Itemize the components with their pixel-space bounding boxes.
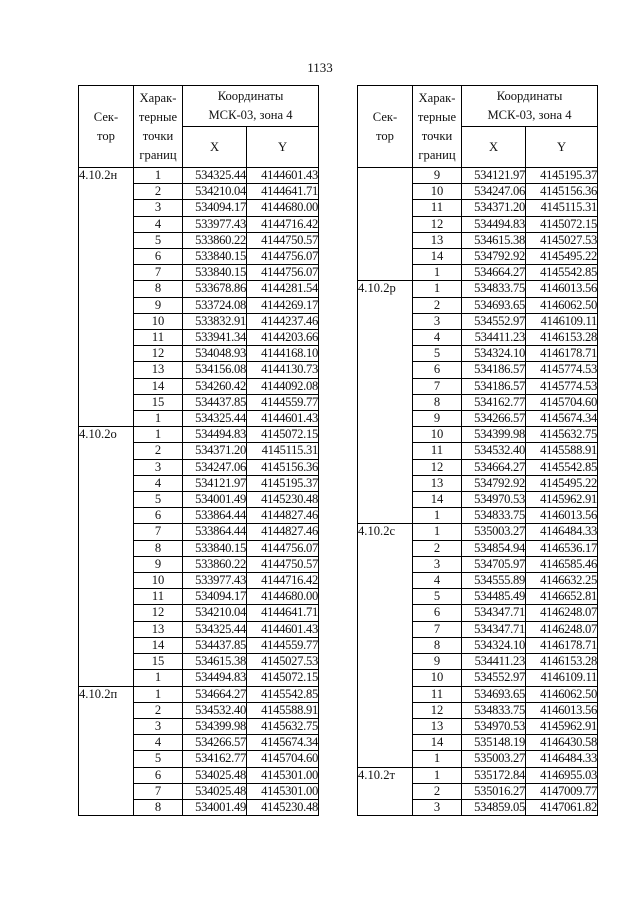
- y-cell: 4145542.85: [247, 686, 319, 702]
- y-cell: 4145674.34: [247, 735, 319, 751]
- x-cell: 534001.49: [183, 492, 247, 508]
- point-cell: 1: [134, 168, 183, 184]
- point-cell: 13: [413, 718, 462, 734]
- y-cell: 4146013.56: [526, 281, 598, 297]
- x-cell: 534399.98: [183, 718, 247, 734]
- y-cell: 4145588.91: [247, 702, 319, 718]
- point-cell: 8: [134, 540, 183, 556]
- point-cell: 3: [134, 718, 183, 734]
- x-cell: 534399.98: [462, 427, 526, 443]
- point-cell: 6: [413, 362, 462, 378]
- y-cell: 4145962.91: [526, 718, 598, 734]
- y-cell: 4145027.53: [526, 232, 598, 248]
- point-cell: 11: [413, 686, 462, 702]
- x-cell: 534325.44: [183, 411, 247, 427]
- y-cell: 4144269.17: [247, 297, 319, 313]
- point-cell: 7: [134, 524, 183, 540]
- point-cell: 12: [413, 216, 462, 232]
- point-cell: 6: [413, 605, 462, 621]
- point-cell: 9: [134, 297, 183, 313]
- x-cell: 534494.83: [183, 670, 247, 686]
- table-body-left: [79, 168, 319, 816]
- y-cell: 4144680.00: [247, 200, 319, 216]
- x-cell: 534371.20: [183, 443, 247, 459]
- point-cell: 10: [413, 670, 462, 686]
- y-cell: 4146652.81: [526, 589, 598, 605]
- y-cell: 4145301.00: [247, 783, 319, 799]
- x-cell: 534325.44: [183, 621, 247, 637]
- point-cell: 8: [413, 394, 462, 410]
- y-cell: 4144203.66: [247, 330, 319, 346]
- sector-cell: [358, 168, 413, 281]
- x-cell: 534437.85: [183, 394, 247, 410]
- point-cell: 4: [413, 573, 462, 589]
- x-cell: 534792.92: [462, 475, 526, 491]
- point-cell: 15: [134, 394, 183, 410]
- y-cell: 4145674.34: [526, 411, 598, 427]
- y-cell: 4144281.54: [247, 281, 319, 297]
- x-cell: 534347.71: [462, 621, 526, 637]
- coordinates-table-left: [78, 85, 319, 816]
- header-points: Харак- терные точки границ: [413, 86, 462, 168]
- x-cell: 534025.48: [183, 783, 247, 799]
- point-cell: 11: [134, 330, 183, 346]
- point-cell: 14: [413, 492, 462, 508]
- point-cell: 12: [134, 605, 183, 621]
- x-cell: 533860.22: [183, 556, 247, 572]
- y-cell: 4144756.07: [247, 249, 319, 265]
- y-cell: 4145774.53: [526, 378, 598, 394]
- point-cell: 8: [134, 281, 183, 297]
- x-cell: 534833.75: [462, 702, 526, 718]
- y-cell: 4144237.46: [247, 313, 319, 329]
- point-cell: 10: [413, 427, 462, 443]
- y-cell: 4146585.46: [526, 556, 598, 572]
- y-cell: 4145072.15: [526, 216, 598, 232]
- y-cell: 4145542.85: [526, 265, 598, 281]
- x-cell: 534664.27: [462, 459, 526, 475]
- point-cell: 1: [413, 524, 462, 540]
- point-cell: 12: [134, 346, 183, 362]
- y-cell: 4144601.43: [247, 168, 319, 184]
- point-cell: 12: [413, 459, 462, 475]
- y-cell: 4146153.28: [526, 654, 598, 670]
- x-cell: 534833.75: [462, 508, 526, 524]
- x-cell: 534247.06: [183, 459, 247, 475]
- point-cell: 9: [413, 654, 462, 670]
- point-cell: 13: [413, 232, 462, 248]
- coordinates-table-right: [357, 85, 598, 816]
- x-cell: 534693.65: [462, 686, 526, 702]
- y-cell: 4146484.33: [526, 751, 598, 767]
- y-cell: 4145774.53: [526, 362, 598, 378]
- y-cell: 4145962.91: [526, 492, 598, 508]
- x-cell: 534186.57: [462, 378, 526, 394]
- y-cell: 4145230.48: [247, 799, 319, 815]
- y-cell: 4145632.75: [526, 427, 598, 443]
- y-cell: 4144641.71: [247, 184, 319, 200]
- point-cell: 10: [413, 184, 462, 200]
- x-cell: 534210.04: [183, 605, 247, 621]
- table-row: [79, 168, 319, 184]
- point-cell: 13: [134, 621, 183, 637]
- x-cell: 534094.17: [183, 589, 247, 605]
- y-cell: 4144716.42: [247, 216, 319, 232]
- y-cell: 4144756.07: [247, 540, 319, 556]
- x-cell: 534792.92: [462, 249, 526, 265]
- point-cell: 11: [413, 200, 462, 216]
- x-cell: 534859.05: [462, 799, 526, 815]
- y-cell: 4145072.15: [247, 670, 319, 686]
- x-cell: 534485.49: [462, 589, 526, 605]
- x-cell: 535172.84: [462, 767, 526, 783]
- point-cell: 14: [134, 637, 183, 653]
- header-x: X: [462, 127, 526, 168]
- x-cell: 534001.49: [183, 799, 247, 815]
- point-cell: 5: [413, 346, 462, 362]
- header-sector: Сек- тор: [358, 86, 413, 168]
- y-cell: 4145195.37: [247, 475, 319, 491]
- x-cell: 534266.57: [462, 411, 526, 427]
- x-cell: 533832.91: [183, 313, 247, 329]
- x-cell: 534664.27: [462, 265, 526, 281]
- point-cell: 6: [134, 767, 183, 783]
- point-cell: 7: [413, 621, 462, 637]
- y-cell: 4145072.15: [247, 427, 319, 443]
- point-cell: 9: [413, 411, 462, 427]
- x-cell: 534371.20: [462, 200, 526, 216]
- x-cell: 534615.38: [462, 232, 526, 248]
- point-cell: 7: [134, 783, 183, 799]
- header-coordinates: Координаты МСК-03, зона 4: [183, 86, 319, 127]
- point-cell: 2: [134, 702, 183, 718]
- y-cell: 4146062.50: [526, 297, 598, 313]
- point-cell: 4: [134, 735, 183, 751]
- x-cell: 534411.23: [462, 654, 526, 670]
- x-cell: 534532.40: [462, 443, 526, 459]
- y-cell: 4145230.48: [247, 492, 319, 508]
- x-cell: 534411.23: [462, 330, 526, 346]
- point-cell: 11: [134, 589, 183, 605]
- x-cell: 534705.97: [462, 556, 526, 572]
- point-cell: 4: [413, 330, 462, 346]
- x-cell: 533864.44: [183, 508, 247, 524]
- point-cell: 4: [134, 216, 183, 232]
- y-cell: 4146430.58: [526, 735, 598, 751]
- point-cell: 1: [134, 670, 183, 686]
- y-cell: 4146536.17: [526, 540, 598, 556]
- table-body-right: [358, 168, 598, 816]
- y-cell: 4144559.77: [247, 394, 319, 410]
- x-cell: 534532.40: [183, 702, 247, 718]
- y-cell: 4145495.22: [526, 475, 598, 491]
- x-cell: 534247.06: [462, 184, 526, 200]
- y-cell: 4145542.85: [526, 459, 598, 475]
- x-cell: 534833.75: [462, 281, 526, 297]
- x-cell: 534854.94: [462, 540, 526, 556]
- point-cell: 6: [134, 249, 183, 265]
- x-cell: 533678.86: [183, 281, 247, 297]
- point-cell: 7: [413, 378, 462, 394]
- point-cell: 5: [134, 751, 183, 767]
- y-cell: 4144559.77: [247, 637, 319, 653]
- point-cell: 2: [134, 443, 183, 459]
- x-cell: 534664.27: [183, 686, 247, 702]
- y-cell: 4145115.31: [247, 443, 319, 459]
- point-cell: 1: [134, 411, 183, 427]
- y-cell: 4145156.36: [526, 184, 598, 200]
- point-cell: 15: [134, 654, 183, 670]
- point-cell: 5: [134, 492, 183, 508]
- y-cell: 4145495.22: [526, 249, 598, 265]
- y-cell: 4145632.75: [247, 718, 319, 734]
- x-cell: 535003.27: [462, 751, 526, 767]
- point-cell: 12: [413, 702, 462, 718]
- y-cell: 4147009.77: [526, 783, 598, 799]
- point-cell: 8: [134, 799, 183, 815]
- x-cell: 534048.93: [183, 346, 247, 362]
- sector-cell: 4.10.2т: [358, 767, 413, 816]
- x-cell: 533977.43: [183, 573, 247, 589]
- y-cell: 4144827.46: [247, 524, 319, 540]
- table-row: [358, 168, 598, 184]
- table-row: [358, 281, 598, 297]
- point-cell: 3: [413, 799, 462, 815]
- x-cell: 533840.15: [183, 249, 247, 265]
- x-cell: 534094.17: [183, 200, 247, 216]
- point-cell: 2: [413, 297, 462, 313]
- y-cell: 4146632.25: [526, 573, 598, 589]
- y-cell: 4144680.00: [247, 589, 319, 605]
- point-cell: 1: [413, 767, 462, 783]
- y-cell: 4145195.37: [526, 168, 598, 184]
- x-cell: 534260.42: [183, 378, 247, 394]
- point-cell: 8: [413, 637, 462, 653]
- sector-cell: 4.10.2п: [79, 686, 134, 816]
- point-cell: 5: [134, 232, 183, 248]
- header-coordinates: Координаты МСК-03, зона 4: [462, 86, 598, 127]
- header-y: Y: [247, 127, 319, 168]
- x-cell: 534437.85: [183, 637, 247, 653]
- point-cell: 10: [134, 573, 183, 589]
- x-cell: 534552.97: [462, 313, 526, 329]
- y-cell: 4146109.11: [526, 313, 598, 329]
- y-cell: 4144601.43: [247, 411, 319, 427]
- y-cell: 4145704.60: [526, 394, 598, 410]
- header-y: Y: [526, 127, 598, 168]
- header-x: X: [183, 127, 247, 168]
- point-cell: 1: [413, 281, 462, 297]
- sector-cell: 4.10.2с: [358, 524, 413, 767]
- x-cell: 533840.15: [183, 540, 247, 556]
- y-cell: 4144168.10: [247, 346, 319, 362]
- y-cell: 4147061.82: [526, 799, 598, 815]
- point-cell: 11: [413, 443, 462, 459]
- point-cell: 14: [134, 378, 183, 394]
- header-sector: Сек- тор: [79, 86, 134, 168]
- x-cell: 533941.34: [183, 330, 247, 346]
- x-cell: 534970.53: [462, 492, 526, 508]
- y-cell: 4146484.33: [526, 524, 598, 540]
- point-cell: 1: [134, 686, 183, 702]
- x-cell: 534552.97: [462, 670, 526, 686]
- point-cell: 3: [413, 556, 462, 572]
- sector-cell: 4.10.2р: [358, 281, 413, 524]
- point-cell: 5: [413, 589, 462, 605]
- point-cell: 10: [134, 313, 183, 329]
- point-cell: 2: [413, 783, 462, 799]
- y-cell: 4144750.57: [247, 232, 319, 248]
- x-cell: 534025.48: [183, 767, 247, 783]
- point-cell: 1: [413, 751, 462, 767]
- header-points: Харак- терные точки границ: [134, 86, 183, 168]
- y-cell: 4146248.07: [526, 621, 598, 637]
- y-cell: 4144092.08: [247, 378, 319, 394]
- x-cell: 534324.10: [462, 637, 526, 653]
- y-cell: 4145301.00: [247, 767, 319, 783]
- x-cell: 534494.83: [183, 427, 247, 443]
- x-cell: 535148.19: [462, 735, 526, 751]
- x-cell: 534266.57: [183, 735, 247, 751]
- point-cell: 3: [134, 459, 183, 475]
- x-cell: 534121.97: [183, 475, 247, 491]
- x-cell: 533864.44: [183, 524, 247, 540]
- x-cell: 534186.57: [462, 362, 526, 378]
- point-cell: 3: [413, 313, 462, 329]
- point-cell: 7: [134, 265, 183, 281]
- y-cell: 4145027.53: [247, 654, 319, 670]
- y-cell: 4145115.31: [526, 200, 598, 216]
- y-cell: 4144130.73: [247, 362, 319, 378]
- table-row: [79, 686, 319, 702]
- x-cell: 534555.89: [462, 573, 526, 589]
- x-cell: 534615.38: [183, 654, 247, 670]
- x-cell: 533724.08: [183, 297, 247, 313]
- y-cell: 4144641.71: [247, 605, 319, 621]
- point-cell: 3: [134, 200, 183, 216]
- y-cell: 4144756.07: [247, 265, 319, 281]
- y-cell: 4146178.71: [526, 346, 598, 362]
- x-cell: 534162.77: [462, 394, 526, 410]
- x-cell: 534162.77: [183, 751, 247, 767]
- point-cell: 2: [413, 540, 462, 556]
- point-cell: 9: [413, 168, 462, 184]
- x-cell: 534210.04: [183, 184, 247, 200]
- point-cell: 13: [134, 362, 183, 378]
- x-cell: 533977.43: [183, 216, 247, 232]
- y-cell: 4146109.11: [526, 670, 598, 686]
- x-cell: 533840.15: [183, 265, 247, 281]
- x-cell: 534494.83: [462, 216, 526, 232]
- y-cell: 4146062.50: [526, 686, 598, 702]
- y-cell: 4144601.43: [247, 621, 319, 637]
- point-cell: 13: [413, 475, 462, 491]
- y-cell: 4146178.71: [526, 637, 598, 653]
- x-cell: 534325.44: [183, 168, 247, 184]
- y-cell: 4146013.56: [526, 508, 598, 524]
- x-cell: 535003.27: [462, 524, 526, 540]
- y-cell: 4145588.91: [526, 443, 598, 459]
- y-cell: 4146013.56: [526, 702, 598, 718]
- page-number: 1133: [307, 60, 333, 75]
- table-row: [79, 427, 319, 443]
- point-cell: 14: [413, 249, 462, 265]
- x-cell: 533860.22: [183, 232, 247, 248]
- y-cell: 4145704.60: [247, 751, 319, 767]
- y-cell: 4146955.03: [526, 767, 598, 783]
- x-cell: 535016.27: [462, 783, 526, 799]
- x-cell: 534347.71: [462, 605, 526, 621]
- point-cell: 1: [413, 508, 462, 524]
- y-cell: 4144750.57: [247, 556, 319, 572]
- y-cell: 4146153.28: [526, 330, 598, 346]
- y-cell: 4144716.42: [247, 573, 319, 589]
- point-cell: 4: [134, 475, 183, 491]
- point-cell: 9: [134, 556, 183, 572]
- point-cell: 1: [413, 265, 462, 281]
- point-cell: 1: [134, 427, 183, 443]
- point-cell: 14: [413, 735, 462, 751]
- x-cell: 534693.65: [462, 297, 526, 313]
- x-cell: 534121.97: [462, 168, 526, 184]
- table-row: [358, 767, 598, 783]
- x-cell: 534156.08: [183, 362, 247, 378]
- y-cell: 4145156.36: [247, 459, 319, 475]
- x-cell: 534970.53: [462, 718, 526, 734]
- y-cell: 4144827.46: [247, 508, 319, 524]
- table-row: [358, 524, 598, 540]
- x-cell: 534324.10: [462, 346, 526, 362]
- y-cell: 4146248.07: [526, 605, 598, 621]
- sector-cell: 4.10.2о: [79, 427, 134, 686]
- sector-cell: 4.10.2н: [79, 168, 134, 427]
- point-cell: 6: [134, 508, 183, 524]
- point-cell: 2: [134, 184, 183, 200]
